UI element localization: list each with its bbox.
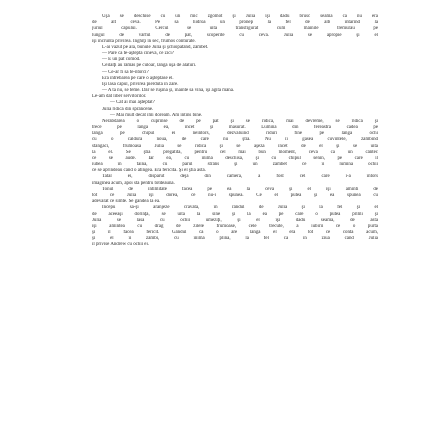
text-line: cu o căldură nouă, de care nu ştia. Nu îi găsea cuvintele, zâmbind [92, 137, 378, 143]
text-line: adevărat ce simte. Se gândea la ea. [92, 199, 161, 205]
text-line: ce se aprindeau când o atingea. Era fericită. Şi el ştia asta. [92, 168, 206, 174]
text-line: — E un pat comod. [102, 57, 141, 63]
text-line: Julia ridică din sprâncene. [102, 106, 154, 112]
text-line: imaginea acum, apoi sta pentru totdeauna. [92, 180, 175, 186]
text-line: Uşa se deschise cu un mic zgomot şi Julia îşi dădu brusc seama că nu era [102, 14, 378, 19]
text-line: L-ai văzut pe ăla, bunule Julia şi şchiopătând, zâmbet. [102, 44, 209, 50]
text-line: lângă pe chipul ei neîntors, dezvăluind riduri fine pe lângă ochi [92, 131, 378, 137]
text-line: ce se aude. Iar ea, cu inima deschisă, şi cu chipul senin, pe care îl [92, 155, 378, 161]
text-line: juriul capului. Cercul se uită transfigurat cum mâinile tremurau pe [92, 26, 378, 32]
text-line: tot ce Julia îşi dorea, ce nu-i spunea. Ce el putea şi ea spunea cu [92, 192, 378, 198]
text-line: — Mai mult decât îmi doream. Am întins bine. [110, 112, 203, 118]
text-line: — Cât ai mai aşteptat? [110, 100, 155, 106]
text-line: iubea în taină, cu părul strâns şi un zâmbet ce îi lumina ochii [92, 162, 378, 168]
text-line: de alt ceva. Pe sa hidroa un pronep la fel de alb întărind la [92, 20, 378, 26]
text-line: Îşi lăsă capul, privirea pierdută în zare. [102, 81, 179, 87]
text-line: la el. Se ştia pregătită, pentru cel mai bun moment, ceva ca un cântec [92, 149, 378, 155]
text-line: Începu să-şi aranjeze cravata, în rândul de Julia şi la fel şi el [102, 205, 378, 211]
text-line: îşi amintea cu drag de zilele frumoase, cele trecute, a iubirii ce o purta [92, 223, 378, 229]
text-line: Le-am dat liber servitorilor. [92, 94, 147, 100]
text-line: stângaci, frumoasa Julia se ridică şi se aşeză încet de el şi se uită [92, 143, 378, 149]
text-column [92, 14, 378, 249]
text-line: şi îl făcea fericit. Gândul că o are lângă el era tot ce conta acum, [92, 230, 378, 236]
text-line: — Ce-ar fi să te-ntorci? [102, 69, 149, 75]
text-line: îşi încruntă privirea. Inghiţi în sec, frumos conturate. [92, 38, 196, 44]
text-line: — A ta nu, se teme. Dar se ruşină şi, înainte să vină, îşi agită mâna. [102, 88, 235, 94]
text-line: Nerăbdarea o cuprinse de pe pat şi se ridică, mai devreme, se ridică şi [102, 118, 378, 124]
text-line: Tatăl ei, dispărut deja din camera, a fost cel care i-a întors [102, 174, 378, 180]
text-line: lungul de vârful de pat, scoperite cu ceva. Julia se apropie şi el [92, 32, 378, 38]
text-line: Ceilalţi au rămas pe culoar, lângă uşa de alături. [102, 63, 197, 69]
text-line: Era întrebarea pe care o aşteptase el. [102, 75, 174, 81]
text-line: trece pe lângă ea, încet şi măsurat. Lumina din fereastra cădea pe [92, 125, 378, 131]
text-line: Tonul de intimitate făcea pe ea la ceva şi el îşi aminti de [102, 186, 378, 192]
text-line: — Pare că te-aşteptă cineva, ce zici? [102, 51, 174, 57]
text-line: Julia se lăsă cu ochii umeziţi, şi el îşi dădu seama, de asta [92, 217, 378, 223]
text-line: îl privise Andrew cu ochii ei. [92, 242, 150, 248]
text-line: şi el îi zâmbi, cu inima plină, la fel ca în ziua când Julia [92, 236, 378, 242]
text-line: de aceeaşi dorinţă, se uita la sine şi la ea pe care o putea primi şi [92, 211, 378, 217]
